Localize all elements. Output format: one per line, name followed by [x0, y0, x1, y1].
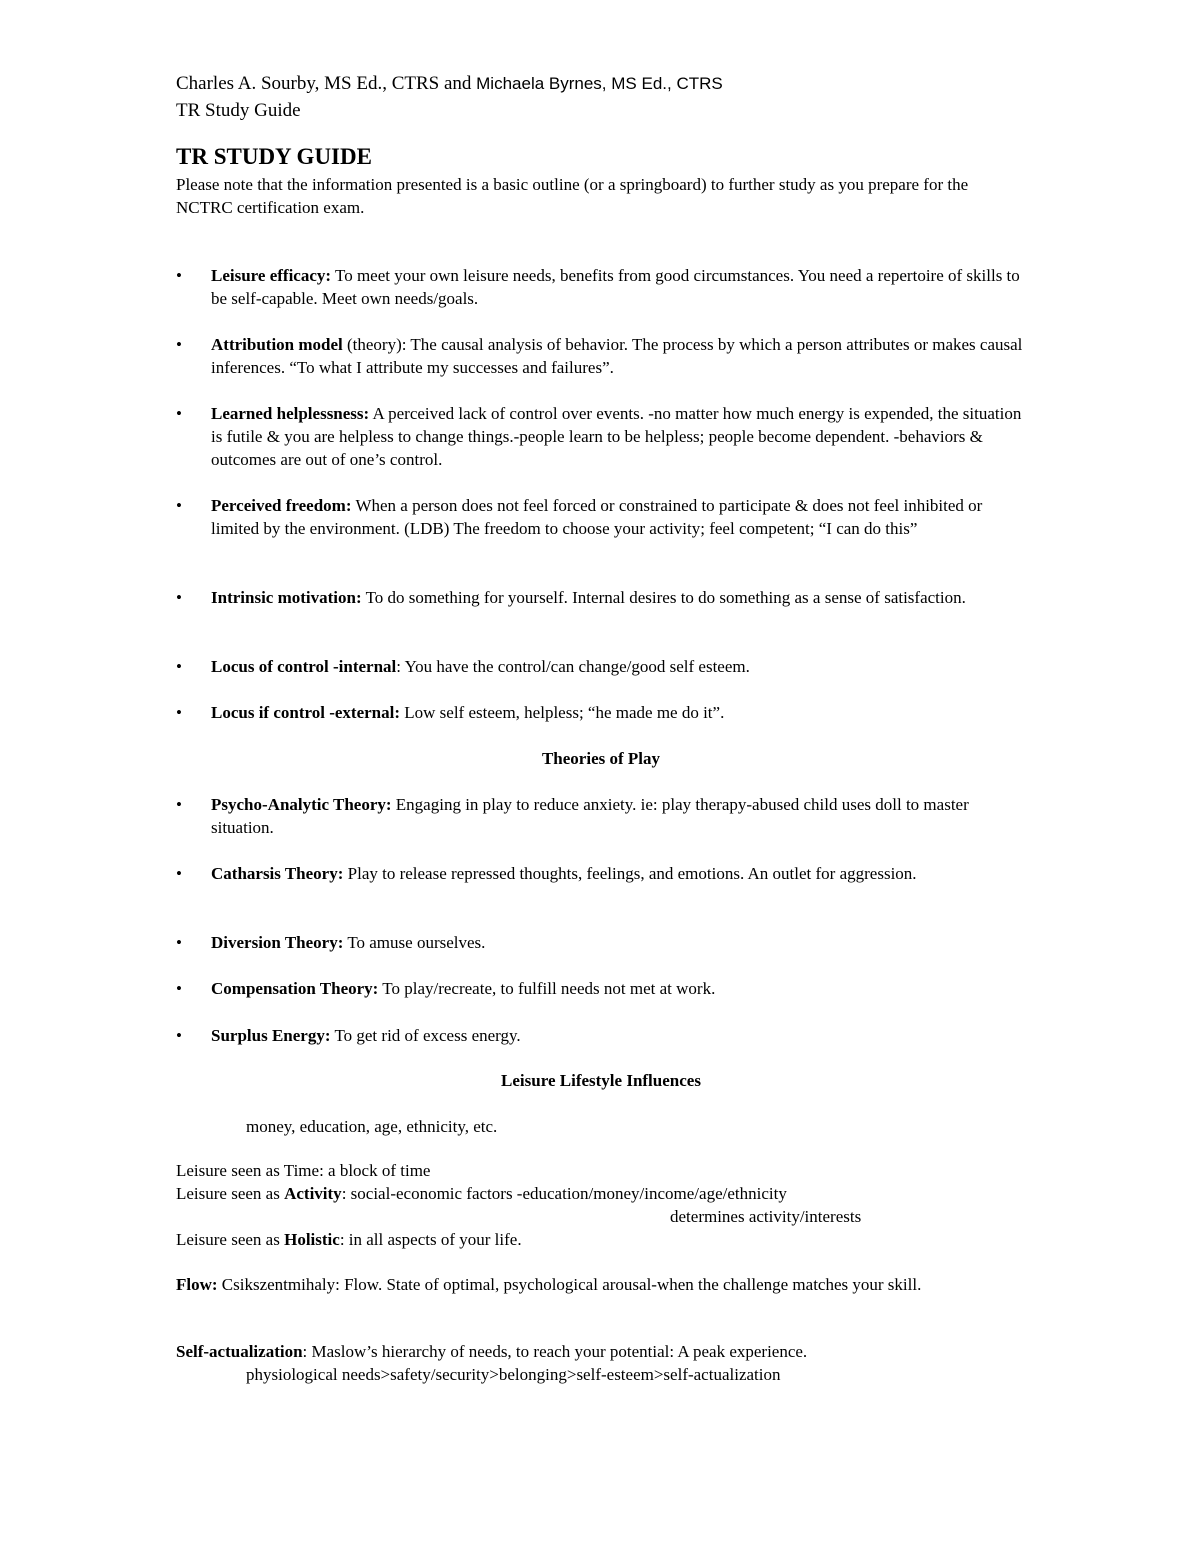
definition: Engaging in play to reduce anxiety. ie: play therapy-abused child uses doll to master situation.	[211, 795, 969, 837]
leisure-holistic-prefix: Leisure seen as	[176, 1230, 285, 1249]
definition: A perceived lack of control over events. -no matter how much energy is expended, the situation is futile & you are helpless to change things.-people learn to be helpless; people become dependent. -behaviors & outcomes are out of one’s control.	[211, 404, 1022, 469]
author-secondary: Michaela Byrnes, MS Ed., CTRS	[476, 74, 723, 93]
bullet-icon: •	[176, 1026, 182, 1045]
intro-paragraph: Please note that the information presented is a basic outline (or a springboard) to further study as you prepare for the NCTRC certification exam.	[176, 175, 969, 217]
list-item	[176, 793, 1026, 839]
page-title: TR STUDY GUIDE	[176, 144, 372, 169]
list-item	[176, 1024, 1026, 1047]
flow-term: Flow:	[176, 1275, 218, 1294]
bullet-icon: •	[176, 496, 182, 515]
list-item	[176, 655, 1026, 678]
bullet-icon: •	[176, 795, 182, 814]
term: Intrinsic motivation:	[211, 588, 362, 607]
definition: Play to release repressed thoughts, feelings, and emotions. An outlet for aggression.	[343, 864, 917, 883]
definition: To meet your own leisure needs, benefits from good circumstances. You need a repertoire of skills to be self-capable. Meet own needs/goals.	[211, 266, 1020, 308]
leisure-activity-text: : social-economic factors -education/money/income/age/ethnicity	[341, 1184, 787, 1203]
leisure-holistic-line	[176, 1228, 522, 1251]
leisure-activity-prefix: Leisure seen as	[176, 1184, 285, 1203]
term: Diversion Theory:	[211, 933, 344, 952]
bullet-icon: •	[176, 979, 182, 998]
list-item	[176, 264, 1026, 310]
bullet-icon: •	[176, 266, 182, 285]
document-subtitle: TR Study Guide	[176, 100, 301, 121]
self-actualization-term: Self-actualization	[176, 1342, 303, 1361]
term: Compensation Theory:	[211, 979, 379, 998]
term: Leisure efficacy:	[211, 266, 332, 285]
term: Locus of control -internal	[211, 657, 397, 676]
bullet-icon: •	[176, 657, 182, 676]
term: Learned helplessness:	[211, 404, 370, 423]
term: Surplus Energy:	[211, 1026, 331, 1045]
bullet-icon: •	[176, 404, 182, 423]
definition: (theory): The causal analysis of behavior. The process by which a person attributes or makes causal inferences. “To what I attribute my successes and failures”.	[211, 335, 1023, 377]
section-heading-theories: Theories of Play	[541, 749, 661, 768]
term: Attribution model	[211, 335, 343, 354]
list-item	[176, 333, 1026, 379]
leisure-time-line: Leisure seen as Time: a block of time	[176, 1161, 431, 1180]
self-actualization-definition: : Maslow’s hierarchy of needs, to reach your potential: A peak experience.	[302, 1342, 808, 1361]
definition: : You have the control/can change/good self esteem.	[396, 657, 750, 676]
leisure-activity-term: Activity	[284, 1184, 342, 1203]
definition: To amuse ourselves.	[343, 933, 486, 952]
bullet-icon: •	[176, 335, 182, 354]
term: Psycho-Analytic Theory:	[211, 795, 392, 814]
definition: To get rid of excess energy.	[330, 1026, 521, 1045]
list-item	[176, 586, 1026, 609]
leisure-activity-line	[176, 1182, 787, 1205]
maslow-hierarchy-chain: physiological needs>safety/security>belonging>self-esteem>self-actualization	[246, 1365, 781, 1384]
author-line	[176, 72, 723, 96]
definition: When a person does not feel forced or constrained to participate & does not feel inhibited or limited by the environment. (LDB) The freedom to choose your activity; feel competent; “I can do this”	[211, 496, 983, 538]
bullet-icon: •	[176, 588, 182, 607]
section-heading-lifestyle: Leisure Lifestyle Influences	[501, 1071, 701, 1090]
list-item	[176, 931, 1026, 954]
flow-definition: Csikszentmihaly: Flow. State of optimal, psychological arousal-when the challenge matches your skill.	[217, 1275, 922, 1294]
list-item	[176, 862, 1026, 885]
term: Catharsis Theory:	[211, 864, 344, 883]
list-item	[176, 977, 1026, 1000]
bullet-icon: •	[176, 864, 182, 883]
list-item	[176, 494, 1026, 540]
leisure-holistic-text: : in all aspects of your life.	[339, 1230, 522, 1249]
bullet-icon: •	[176, 703, 182, 722]
definition: Low self esteem, helpless; “he made me do it”.	[400, 703, 725, 722]
author-primary: Charles A. Sourby, MS Ed., CTRS and	[176, 73, 477, 94]
definition: To play/recreate, to fulfill needs not met at work.	[378, 979, 716, 998]
flow-paragraph	[176, 1273, 1026, 1296]
term: Locus if control -external:	[211, 703, 401, 722]
list-item	[176, 402, 1026, 471]
leisure-holistic-term: Holistic	[284, 1230, 340, 1249]
leisure-activity-continuation: determines activity/interests	[670, 1207, 862, 1226]
self-actualization-paragraph	[176, 1340, 1026, 1363]
list-item	[176, 701, 1026, 724]
definition: To do something for yourself. Internal desires to do something as a sense of satisfaction.	[361, 588, 966, 607]
bullet-icon: •	[176, 933, 182, 952]
lifestyle-factors: money, education, age, ethnicity, etc.	[246, 1117, 498, 1136]
term: Perceived freedom:	[211, 496, 352, 515]
